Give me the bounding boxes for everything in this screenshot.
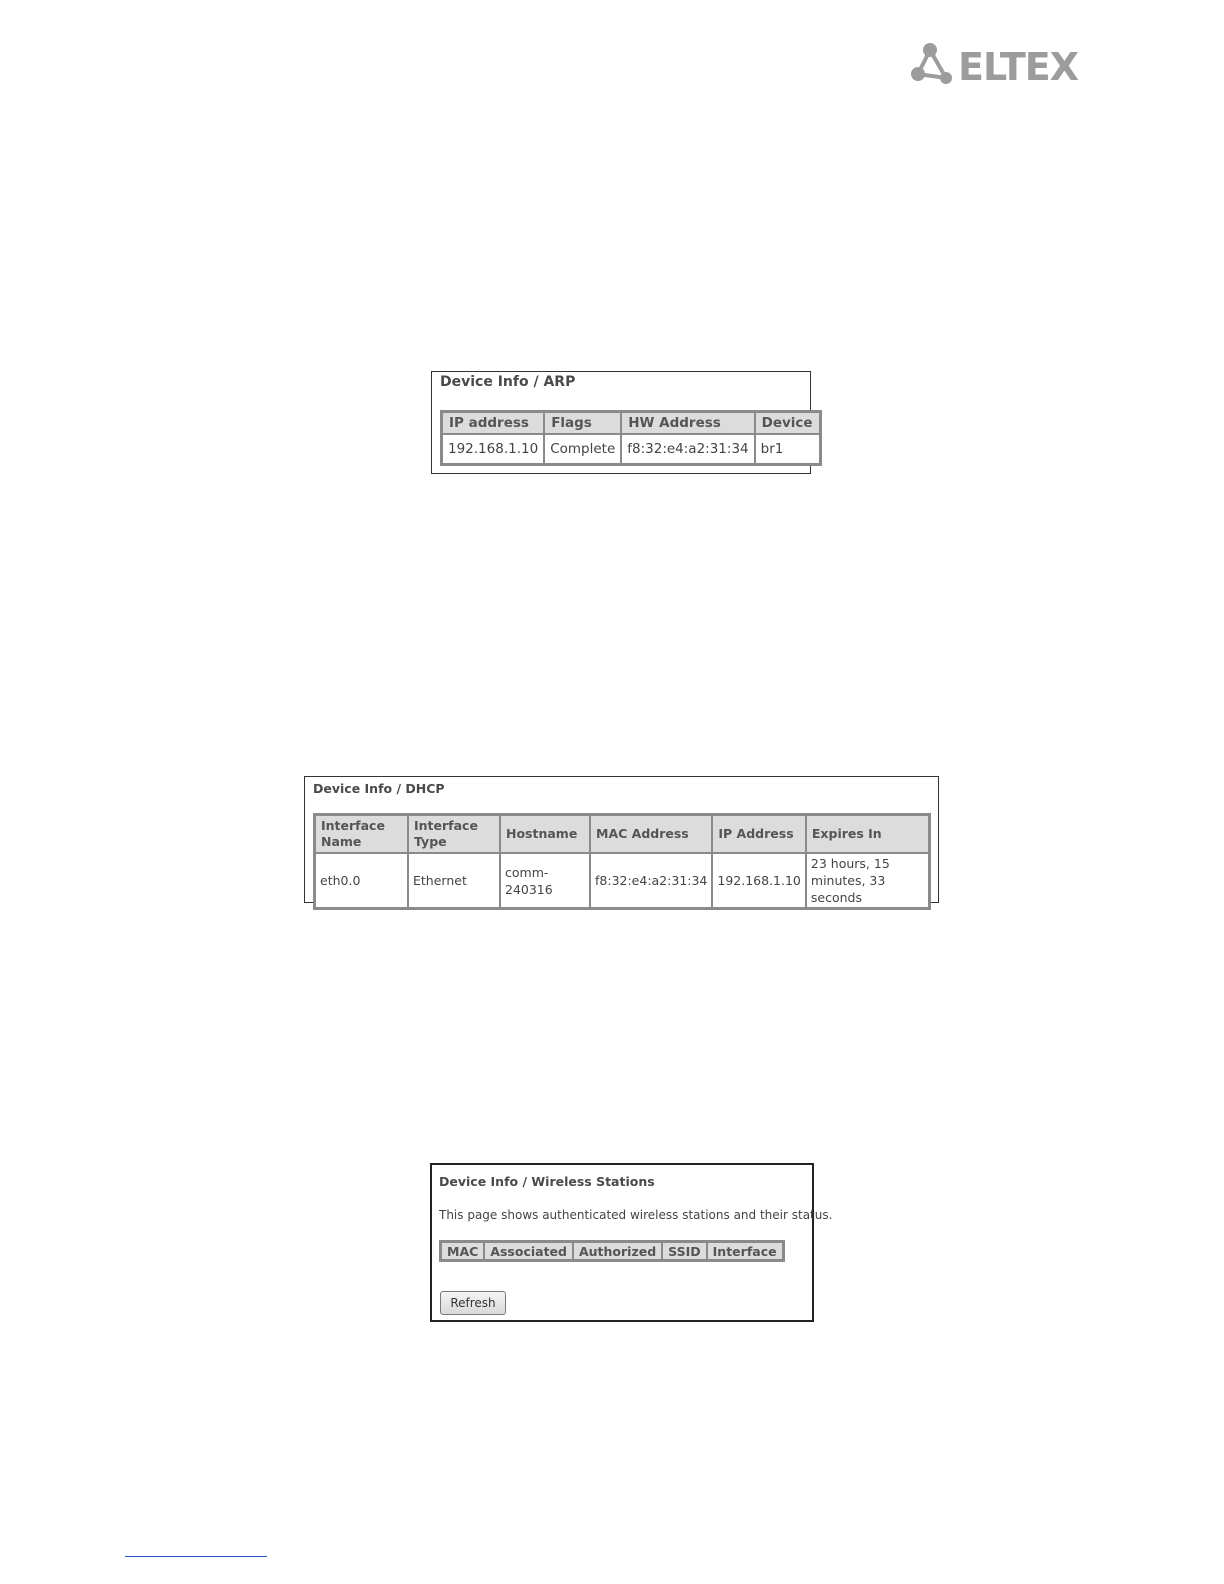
wireless-table (439, 1240, 785, 1262)
arp-table (440, 410, 822, 466)
wireless-col-mac: MAC (441, 1242, 484, 1260)
wireless-panel (430, 1163, 833, 1322)
arp-col-hw: HW Address (621, 412, 754, 434)
arp-panel-title: Device Info / ARP (440, 374, 576, 390)
eltex-logo-graphic (908, 42, 1080, 86)
arp-col-flags: Flags (544, 412, 621, 434)
eltex-logo (908, 42, 1080, 86)
dhcp-col-interface-name: Interface Name (315, 815, 408, 853)
arp-cell-ip: 192.168.1.10 (442, 434, 544, 464)
wireless-col-authorized: Authorized (573, 1242, 662, 1260)
dhcp-cell-interface-type: Ethernet (408, 853, 500, 908)
table-row (442, 434, 820, 464)
footer-link[interactable] (125, 1556, 267, 1557)
dhcp-col-ip: IP Address (712, 815, 806, 853)
dhcp-col-hostname: Hostname (500, 815, 590, 853)
refresh-button[interactable]: Refresh (440, 1291, 506, 1315)
arp-cell-hw: f8:32:e4:a2:31:34 (621, 434, 754, 464)
dhcp-cell-ip: 192.168.1.10 (712, 853, 806, 908)
arp-cell-device: br1 (755, 434, 820, 464)
arp-col-device: Device (755, 412, 820, 434)
dhcp-col-interface-type: Interface Type (408, 815, 500, 853)
dhcp-panel (304, 776, 939, 903)
dhcp-col-expires: Expires In (806, 815, 929, 853)
arp-panel (431, 371, 811, 474)
logo-wordmark: ELTEX (958, 45, 1079, 86)
arp-cell-flags: Complete (544, 434, 621, 464)
dhcp-cell-expires: 23 hours, 15 minutes, 33 seconds (806, 853, 929, 908)
dhcp-col-mac: MAC Address (590, 815, 712, 853)
wireless-col-associated: Associated (484, 1242, 573, 1260)
wireless-panel-title: Device Info / Wireless Stations (439, 1174, 655, 1189)
wireless-header-row (441, 1242, 783, 1260)
dhcp-cell-hostname: comm-240316 (500, 853, 590, 908)
dhcp-cell-mac: f8:32:e4:a2:31:34 (590, 853, 712, 908)
table-row (315, 853, 929, 908)
dhcp-table (313, 813, 931, 910)
dhcp-header-row (315, 815, 929, 853)
dhcp-cell-interface-name: eth0.0 (315, 853, 408, 908)
dhcp-panel-title: Device Info / DHCP (313, 781, 445, 796)
wireless-col-ssid: SSID (662, 1242, 706, 1260)
wireless-description: This page shows authenticated wireless stations and their status. (439, 1208, 833, 1222)
arp-header-row (442, 412, 820, 434)
arp-col-ip: IP address (442, 412, 544, 434)
wireless-col-interface: Interface (707, 1242, 783, 1260)
